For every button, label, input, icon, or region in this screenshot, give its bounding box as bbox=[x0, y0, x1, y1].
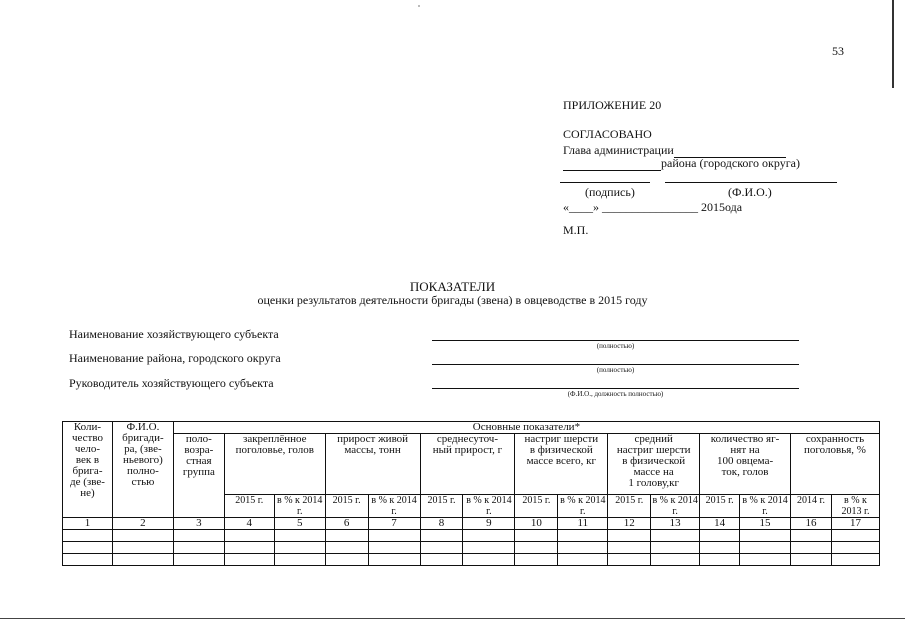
subheader-cell: 2014 г. bbox=[790, 495, 831, 518]
column-number: 14 bbox=[700, 518, 740, 530]
document-title: ПОКАЗАТЕЛИ bbox=[409, 279, 496, 294]
signature-line bbox=[560, 182, 650, 183]
document-subtitle: оценки результатов деятельности бригады (звена) в овцеводстве в 2015 году bbox=[257, 293, 648, 307]
fio-line bbox=[665, 182, 837, 183]
subheader-cell: 2015 г. bbox=[224, 495, 274, 518]
district-label: района (городского округа) bbox=[661, 156, 800, 170]
column-number: 17 bbox=[831, 518, 879, 530]
date-prefix: «____» ________________ bbox=[563, 200, 701, 214]
table-row bbox=[63, 530, 880, 542]
subheader-cell: в % к 2014 г. bbox=[274, 495, 325, 518]
approval-title: СОГЛАСОВАНО bbox=[563, 127, 652, 141]
column-number: 5 bbox=[274, 518, 325, 530]
subheader-cell: 2015 г. bbox=[700, 495, 740, 518]
field-label-manager: Руководитель хозяйствующего субъекта bbox=[69, 376, 274, 390]
approval-date-line bbox=[563, 200, 742, 215]
header-group-wool-per-head: средний настриг шерсти в физической массе на 1 голову,кг bbox=[608, 434, 700, 495]
subheader-cell: в % к 2014 г. bbox=[558, 495, 608, 518]
column-number: 10 bbox=[515, 518, 558, 530]
table-row bbox=[63, 554, 880, 566]
scan-dot bbox=[418, 5, 420, 7]
subheader-cell: в % к 2014 г. bbox=[652, 495, 698, 517]
column-number: 16 bbox=[790, 518, 831, 530]
column-number: 1 bbox=[63, 518, 113, 530]
header-group-herd: закреплённое поголовье, голов bbox=[224, 434, 325, 495]
column-number: 15 bbox=[740, 518, 791, 530]
column-number: 12 bbox=[608, 518, 651, 530]
field-line-district bbox=[432, 364, 799, 365]
approval-district-line bbox=[563, 156, 800, 171]
subheader-cell: 2015 г. bbox=[515, 495, 558, 518]
signature-label: (подпись) bbox=[585, 185, 635, 199]
fio-label: (Ф.И.О.) bbox=[728, 185, 772, 199]
column-number: 2 bbox=[112, 518, 173, 530]
header-group-lambs: количество яг- нят на 100 овцема- ток, голов bbox=[700, 434, 791, 495]
table-row bbox=[63, 542, 880, 554]
column-number: 11 bbox=[558, 518, 608, 530]
page-edge-line bbox=[892, 0, 894, 88]
header-group-weight-gain: прирост живой массы, тонн bbox=[325, 434, 420, 495]
stamp-label: М.П. bbox=[563, 223, 589, 237]
header-col3: поло- возра- стная группа bbox=[173, 434, 224, 518]
column-number: 8 bbox=[420, 518, 463, 530]
page-number: 53 bbox=[832, 44, 844, 58]
appendix-label: ПРИЛОЖЕНИЕ 20 bbox=[563, 98, 662, 112]
subheader-cell: в % к 2014 г. bbox=[740, 495, 791, 518]
subheader-cell: 2015 г. bbox=[608, 495, 651, 518]
subheader-cell: 2015 г. bbox=[420, 495, 463, 518]
subheader-cell: в % к 2013 г. bbox=[831, 495, 879, 518]
header-group-daily-gain: среднесуточ- ный прирост, г bbox=[420, 434, 515, 495]
column-number: 7 bbox=[368, 518, 420, 530]
column-number: 4 bbox=[224, 518, 274, 530]
header-group-wool-total: настриг шерсти в физической массе всего, кг bbox=[515, 434, 608, 495]
field-hint-enterprise: (полностью) bbox=[596, 342, 635, 350]
indicators-table bbox=[62, 421, 880, 566]
column-number: 6 bbox=[325, 518, 368, 530]
head-label: Глава администрации bbox=[563, 143, 674, 157]
field-hint-manager: (Ф.И.О., должность полностью) bbox=[567, 390, 664, 398]
subheader-cell: в % к 2014 г. bbox=[463, 495, 515, 518]
subheader-cell: в % к 2014 г. bbox=[368, 495, 420, 518]
bottom-rule bbox=[0, 618, 905, 619]
field-line-enterprise bbox=[432, 340, 799, 341]
field-hint-district: (полностью) bbox=[596, 366, 635, 374]
column-number: 3 bbox=[173, 518, 224, 530]
column-numbers-row bbox=[63, 518, 880, 530]
header-col2: Ф.И.О. бригади- ра, (зве- ньевого) полно- стью bbox=[112, 422, 173, 518]
header-group-survival: сохранность поголовья, % bbox=[790, 434, 879, 495]
column-number: 13 bbox=[651, 518, 700, 530]
date-suffix: 2015ода bbox=[701, 200, 743, 214]
header-main: Основные показатели* bbox=[173, 422, 879, 434]
field-label-district: Наименование района, городского округа bbox=[69, 351, 281, 365]
subheader-cell: 2015 г. bbox=[325, 495, 368, 518]
column-number: 9 bbox=[463, 518, 515, 530]
field-label-enterprise: Наименование хозяйствующего субъекта bbox=[69, 327, 279, 341]
header-col1: Коли- чество чело- век в брига- де (зве- не) bbox=[63, 422, 113, 518]
district-blank bbox=[563, 158, 661, 171]
field-line-manager bbox=[432, 388, 799, 389]
